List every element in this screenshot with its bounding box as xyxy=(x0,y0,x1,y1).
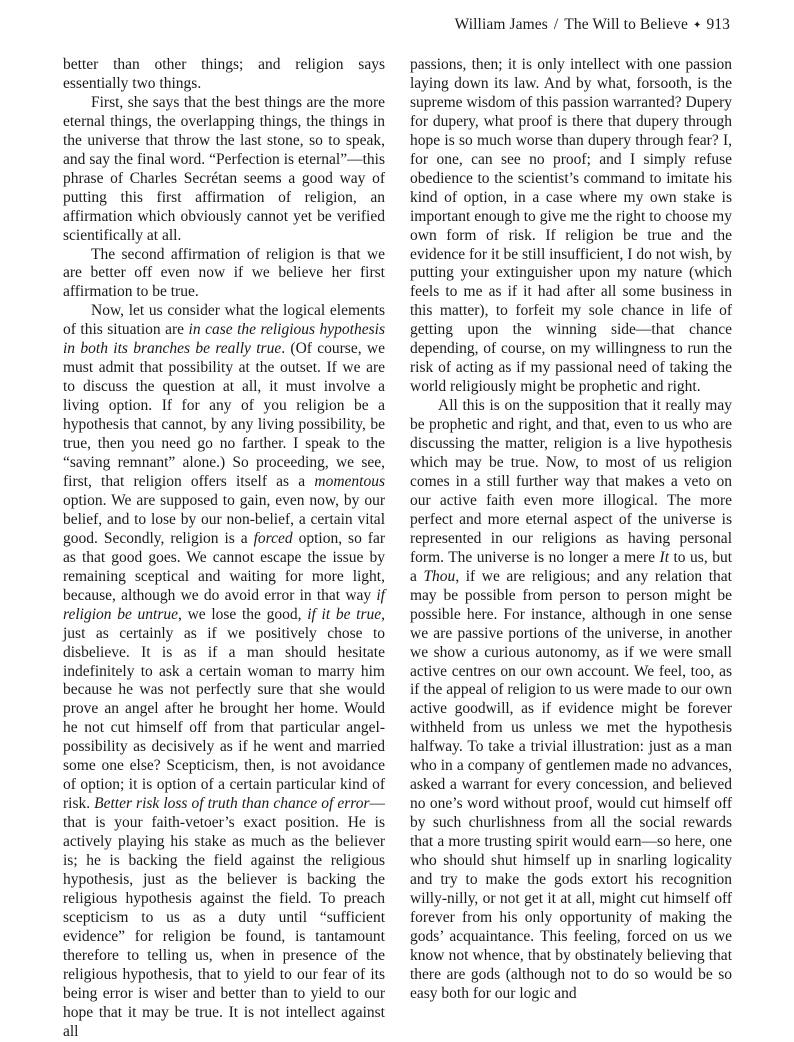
page-number: 913 xyxy=(706,16,730,33)
paragraph-continued xyxy=(410,56,732,397)
text-run: , just as certainly as if we positively chose to disbelieve. It is as if a man should hesitate indefinitely to ask a certain woman to marry him because he was not perfectly sure that she would prove an angel after he brought her home. Would he not cut himself off from that particular angel-possibility as decisively as if he went and married some one else? Scepticism, then, is not avoidance of option; it is option of a certain particular kind of risk. xyxy=(63,605,386,813)
italic-run: momentous xyxy=(314,472,385,490)
italic-run: Thou xyxy=(423,567,456,585)
italic-run: if it be true xyxy=(307,605,382,623)
text-run: All this is on the supposition that it really may be prophetic and right, and that, even to us who are discussing the matter, religion is a live hypothesis which may be true. Now, to most of us religion comes in a still further way that makes a veto on our active faith even more illogical. The more perfect and more eternal aspect of the universe is represented in our religions as having personal form. The universe is no longer a mere xyxy=(410,397,732,566)
text-run: to us, but a xyxy=(410,548,733,585)
paragraph-supposition xyxy=(410,397,732,1004)
running-header xyxy=(455,16,730,34)
header-author: William James xyxy=(454,16,548,33)
diamond-ornament-icon: ✦ xyxy=(692,20,702,31)
text-run: , we lose the good, xyxy=(178,605,308,623)
header-title: The Will to Believe xyxy=(564,16,688,33)
paragraph-first-affirmation: First, she says that the best things are the more eternal things, the overlapping things, the things in the universe that throw the last stone, so to speak, and say the final word. “Perfection is eternal”—this phrase of Charles Secrétan seems a good way of putting this first affirmation of religion, an affirmation which obviously cannot yet be verified scientifically at all. xyxy=(63,93,385,244)
text-run: . (Of course, we must admit that possibility at the outset. If we are to discuss the question at all, it must involve a living option. If for any of you religion be a hypothesis that cannot, by any living possibility, be true, then you need go no farther. I speak to the “saving remnant” alone.) So proceeding, we see, first, that religion offers itself as a xyxy=(63,340,385,490)
header-separator: / xyxy=(553,16,559,33)
text-run: Now, let us consider what the logical elements of this situation are xyxy=(63,302,385,339)
italic-run: forced xyxy=(253,529,293,547)
italic-run: if religion be untrue xyxy=(63,586,385,623)
italic-run: It xyxy=(659,548,670,566)
paragraph-second-affirmation: The second affirmation of religion is that we are better off even now if we believe her first affirmation to be true. xyxy=(63,245,385,301)
text-run: —that is your faith-vetoer’s exact position. He is actively playing his stake as much as the believer is; he is backing the field against the religious hypothesis, just as the believer is backing the religious hypothesis against the field. To preach scepticism to us as a duty until “sufficient evidence” for religion be found, is tantamount therefore to telling us, when in presence of the religious hypothesis, that to yield to our fear of its being error is wiser and better than to yield to our hope that it may be true. It is not intellect against all xyxy=(63,795,385,1040)
paragraph-logical-elements xyxy=(63,302,385,1041)
text-run: option. We are supposed to gain, even now, by our belief, and to lose by our non-belief, a certain vital good. Secondly, religion is a xyxy=(63,491,385,547)
paragraph-continued: better than other things; and religion says essentially two things. xyxy=(63,56,385,92)
text-run: option, so far as that good goes. We cannot escape the issue by remaining sceptical and waiting for more light, because, although we do avoid error in that way xyxy=(63,529,385,604)
text-run: , if we are religious; and any relation that may be possible from person to person might be possible here. For instance, although in one sense we are passive portions of the universe, in another we show a curious autonomy, as if we were small active centres on our own account. We feel, too, as if the appeal of religion to us were made to our own active goodwill, as if evidence might be forever withheld from us unless we met the hypothesis halfway. To take a trivial illustration: just as a man who in a company of gentlemen made no advances, asked a warrant for every concession, and believed no one’s word without proof, would cut himself off by such churlishness from all the social rewards that a more trusting spirit would earn—so here, one who should shut himself up in snarling logicality and try to make the gods extort his recognition willy-nilly, or not get it at all, might cut himself off forever from his only opportunity of making the gods’ acquaintance. This feeling, forced on us we know not whence, that by obstinately believing that there are gods (although not to do so would be so easy both for our logic and xyxy=(410,567,732,1002)
italic-run: Better risk loss of truth than chance of error xyxy=(94,795,370,813)
text-run: passions, then; it is only intellect with one passion laying down its law. And by what, forsooth, is the supreme wisdom of this passion warranted? Dupery for dupery, what proof is there that dupery through hope is so much worse than dupery through fear? I, for one, can see no proof; and I simply refuse obedience to the scientist’s command to imitate his kind of option, in a case where my own stake is important enough to give me the right to choose my own form of risk. If religion be true and the evidence for it be still insufficient, I do not wish, by putting your extinguisher upon my nature (which feels to me as if it had after all some business in this matter), to forfeit my sole chance in life of getting upon the winning side—that chance depending, of course, on my willingness to run the risk of acting as if my passional need of taking the world religiously might be prophetic and right. xyxy=(410,56,732,396)
left-column xyxy=(63,56,385,1042)
right-column xyxy=(410,56,732,1004)
italic-run: in case the religious hypothesis in both its branches be really true xyxy=(63,321,385,358)
